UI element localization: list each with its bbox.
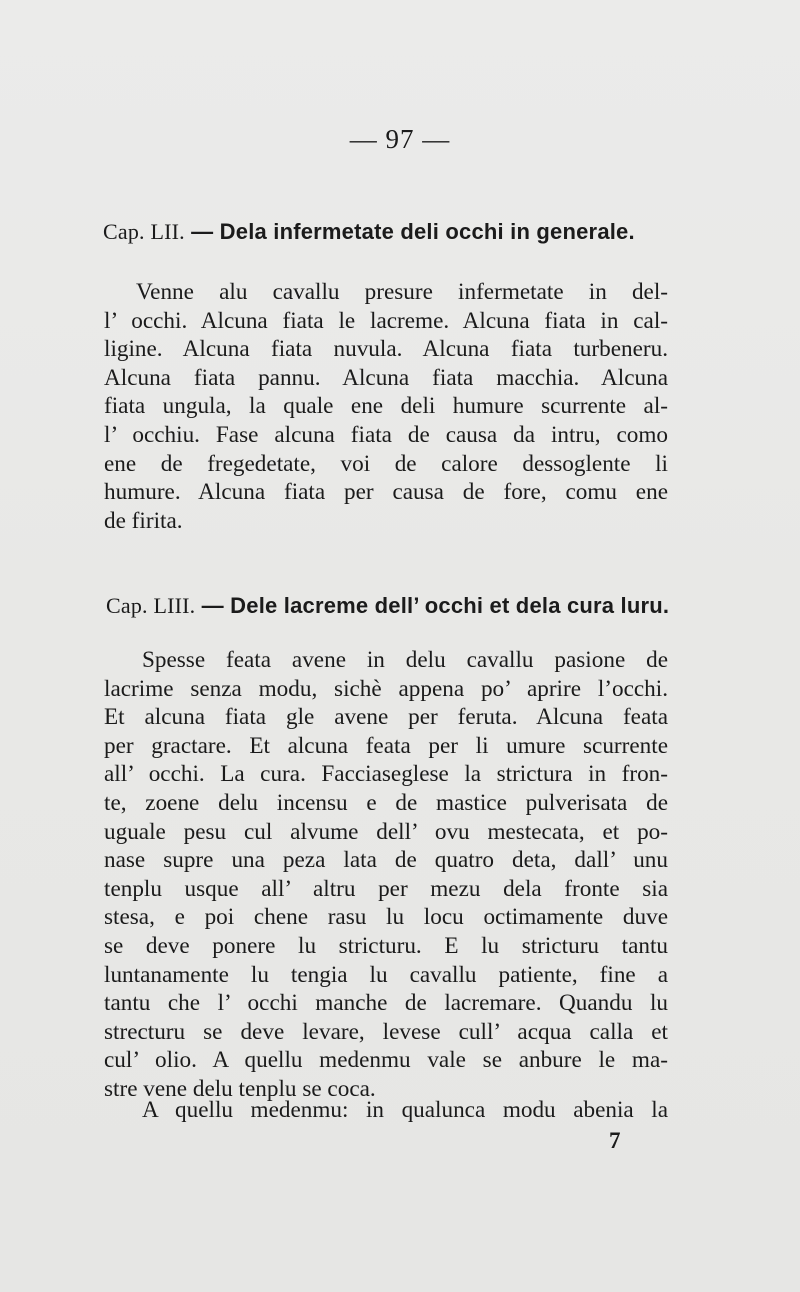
chapter-title: — Dele lacreme dell’ occhi et dela cura luru. — [201, 593, 670, 618]
text-line: strecturu se deve levare, levese cull’ acqua calla et — [104, 1018, 668, 1045]
text-line: luntanamente lu tengia lu cavallu patiente, fine a — [104, 961, 668, 988]
text-line: de firita. — [104, 507, 183, 534]
text-line: ligine. Alcuna fiata nuvula. Alcuna fiata turbeneru. — [104, 336, 668, 363]
text-line: stesa, e poi chene rasu lu locu octimamente duve — [104, 904, 668, 931]
chapter-heading-53 — [106, 593, 669, 619]
text-line: l’ occhi. Alcuna fiata le lacreme. Alcuna fiata in cal- — [104, 307, 668, 334]
text-line: Venne alu cavallu presure infermetate in del- — [136, 279, 668, 305]
text-line: uguale pesu cul alvume dell’ ovu mestecata, et po- — [104, 818, 668, 845]
chapter-title: — Dela infermetate deli occhi in generale. — [191, 219, 635, 244]
text-line: fiata ungula, la quale ene deli humure scurrente al- — [104, 393, 668, 420]
text-line: all’ occhi. La cura. Facciaseglese la strictura in fron- — [104, 761, 668, 788]
signature-mark: 7 — [609, 1128, 621, 1153]
page-number: — 97 — — [349, 124, 451, 154]
text-line: l’ occhiu. Fase alcuna fiata de causa da intru, como — [104, 421, 668, 448]
closing-paragraph — [142, 1096, 668, 1125]
chapter-53-paragraph — [104, 646, 668, 1104]
text-line: Spesse feata avene in delu cavallu pasione de — [142, 647, 668, 673]
text-line: nase supre una peza lata de quatro deta, dall’ unu — [104, 847, 668, 874]
chapter-52-paragraph — [104, 278, 668, 535]
text-line: te, zoene delu incensu e de mastice pulverisata de — [104, 789, 668, 816]
text-line: tantu che l’ occhi manche de lacremare. Quandu lu — [104, 990, 668, 1017]
text-line: per gractare. Et alcuna feata per li umure scurrente — [104, 732, 668, 759]
text-line: Alcuna fiata pannu. Alcuna fiata macchia. Alcuna — [104, 364, 668, 391]
text-line: stre vene delu tenplu se coca. — [104, 1075, 376, 1102]
text-line: tenplu usque all’ altru per mezu dela fronte sia — [104, 875, 668, 902]
chapter-number: Cap. LIII. — [106, 593, 196, 618]
text-line: Et alcuna fiata gle avene per feruta. Alcuna feata — [104, 704, 668, 731]
text-line: cul’ olio. A quellu medenmu vale se anbure le ma- — [104, 1047, 668, 1074]
chapter-heading-52 — [103, 219, 635, 245]
text-line: lacrime senza modu, sichè appena po’ aprire l’occhi. — [104, 675, 668, 702]
text-line: se deve ponere lu stricturu. E lu stricturu tantu — [104, 932, 668, 959]
text-line: ene de fregedetate, voi de calore dessoglente li — [104, 450, 668, 477]
text-line: humure. Alcuna fiata per causa de fore, comu ene — [104, 479, 668, 506]
text-line: A quellu medenmu: in qualunca modu abenia la — [142, 1097, 668, 1123]
chapter-number: Cap. LII. — [103, 219, 185, 244]
